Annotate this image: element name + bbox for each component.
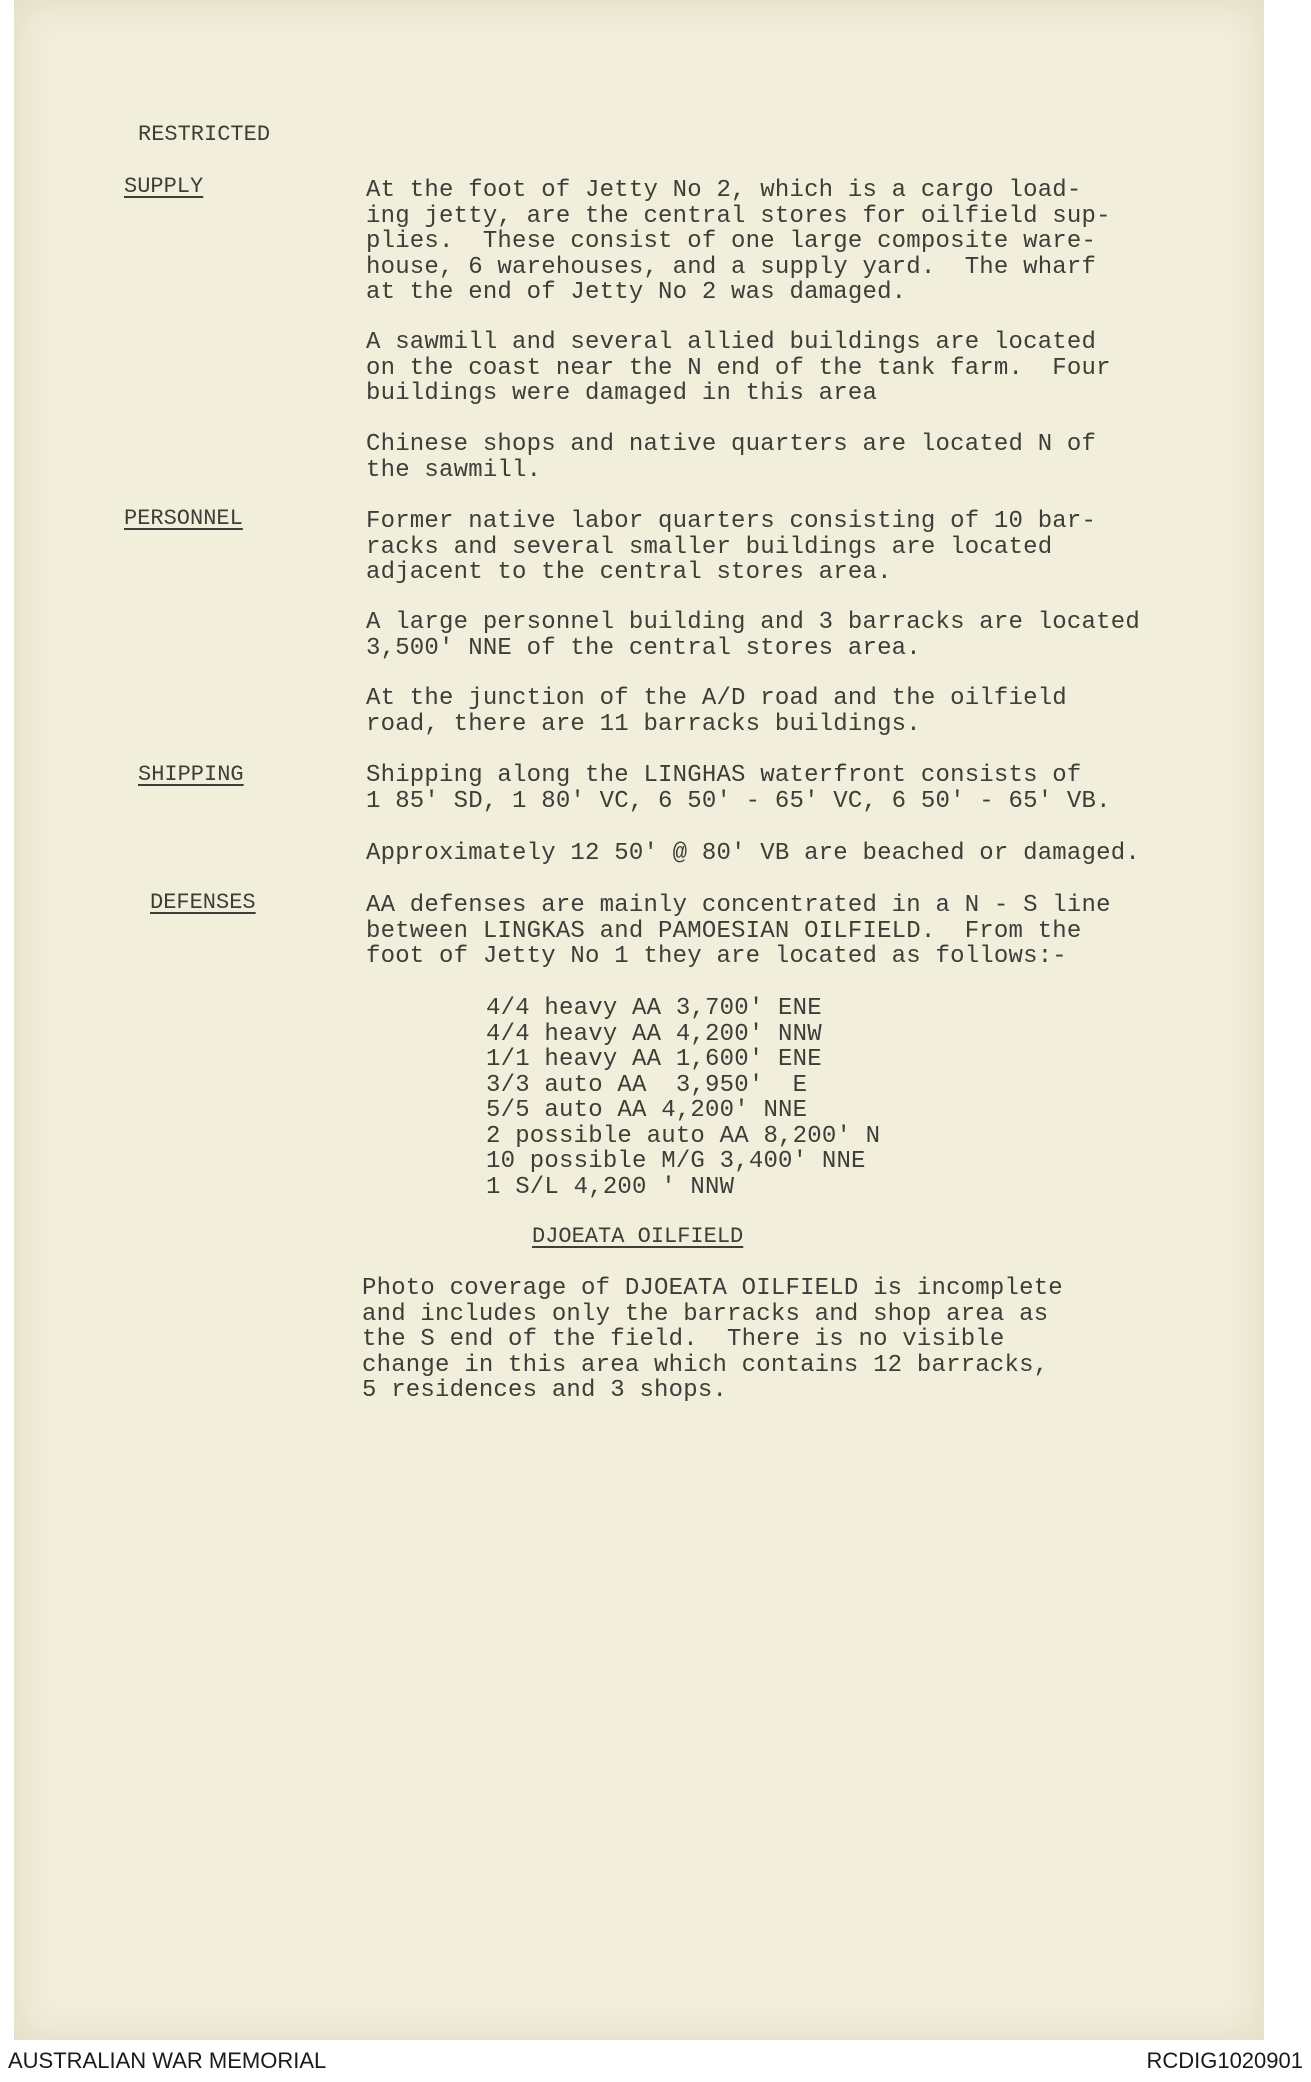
shipping-paragraph-1 <box>366 763 1226 814</box>
section-heading-defenses: DEFENSES <box>150 890 256 915</box>
text-line: Former native labor quarters consisting of 10 bar- <box>366 508 1097 535</box>
defenses-list <box>486 996 880 1200</box>
supply-paragraph-2 <box>366 330 1226 407</box>
personnel-paragraph-2 <box>366 610 1226 661</box>
text-line: the sawmill. <box>366 456 542 484</box>
text-line: A sawmill and several allied buildings are located <box>366 329 1097 356</box>
text-line: Chinese shops and native quarters are located N of <box>366 431 1097 458</box>
section-heading-personnel: PERSONNEL <box>124 506 243 531</box>
text-line: buildings were damaged in this area <box>366 380 878 407</box>
text-line: change in this area which contains 12 barracks, <box>362 1351 1049 1379</box>
classification-label: RESTRICTED <box>138 122 271 147</box>
text-line: plies. These consist of one large composite ware- <box>366 228 1097 255</box>
section-heading-supply: SUPPLY <box>124 174 204 199</box>
text-line: and includes only the barracks and shop area as <box>362 1300 1049 1328</box>
section-heading-shipping: SHIPPING <box>138 762 244 787</box>
text-line: Photo coverage of DJOEATA OILFIELD is incomplete <box>362 1275 1063 1302</box>
text-line: adjacent to the central stores area. <box>366 559 892 586</box>
supply-paragraph-3 <box>366 432 1226 483</box>
text-line: AA defenses are mainly concentrated in a N - S line <box>366 892 1111 919</box>
list-item: 3/3 auto AA 3,950' E <box>486 1071 808 1099</box>
footer-id: RCDIG1020901 <box>1146 2048 1303 2073</box>
list-item: 10 possible M/G 3,400' NNE <box>486 1148 866 1175</box>
text-line: A large personnel building and 3 barracks are located <box>366 609 1140 636</box>
text-line: At the foot of Jetty No 2, which is a cargo load- <box>366 177 1082 204</box>
text-line: foot of Jetty No 1 they are located as follows:- <box>366 943 1067 970</box>
text-line: the S end of the field. There is no visible <box>362 1326 1005 1353</box>
list-item: 1/1 heavy AA 1,600' ENE <box>486 1046 822 1073</box>
text-line: on the coast near the N end of the tank farm. Four <box>366 354 1111 382</box>
text-line: racks and several smaller buildings are located <box>366 533 1053 561</box>
text-line: at the end of Jetty No 2 was damaged. <box>366 279 907 306</box>
text-line: between LINGKAS and PAMOESIAN OILFIELD. From the <box>366 917 1082 945</box>
text-line: 3,500' NNE of the central stores area. <box>366 634 921 662</box>
text-line: At the junction of the A/D road and the oilfield <box>366 685 1067 712</box>
text-line: ing jetty, are the central stores for oilfield sup- <box>366 202 1111 230</box>
document-page <box>14 0 1264 2040</box>
subheading-djoeata-oilfield: DJOEATA OILFIELD <box>532 1224 744 1249</box>
list-item: 2 possible auto AA 8,200' N <box>486 1122 881 1150</box>
supply-paragraph-1 <box>366 178 1226 306</box>
text-line: road, there are 11 barracks buildings. <box>366 710 921 738</box>
shipping-paragraph-2 <box>366 841 1226 867</box>
list-item: 5/5 auto AA 4,200' NNE <box>486 1097 808 1124</box>
personnel-paragraph-3 <box>366 686 1226 737</box>
text-line: Shipping along the LINGHAS waterfront consists of <box>366 762 1082 789</box>
defenses-paragraph-1 <box>366 893 1226 970</box>
list-item: 1 S/L 4,200 ' NNW <box>486 1173 735 1201</box>
personnel-paragraph-1 <box>366 509 1226 586</box>
text-line: house, 6 warehouses, and a supply yard. The wharf <box>366 253 1097 281</box>
footer-source: AUSTRALIAN WAR MEMORIAL <box>8 2048 327 2073</box>
djoeata-paragraph <box>362 1276 1222 1404</box>
list-item: 4/4 heavy AA 3,700' ENE <box>486 995 822 1022</box>
text-line: Approximately 12 50' @ 80' VB are beached or damaged. <box>366 840 1140 867</box>
text-line: 1 85' SD, 1 80' VC, 6 50' - 65' VC, 6 50' - 65' VB. <box>366 787 1111 815</box>
text-line: 5 residences and 3 shops. <box>362 1377 728 1404</box>
list-item: 4/4 heavy AA 4,200' NNW <box>486 1020 822 1048</box>
